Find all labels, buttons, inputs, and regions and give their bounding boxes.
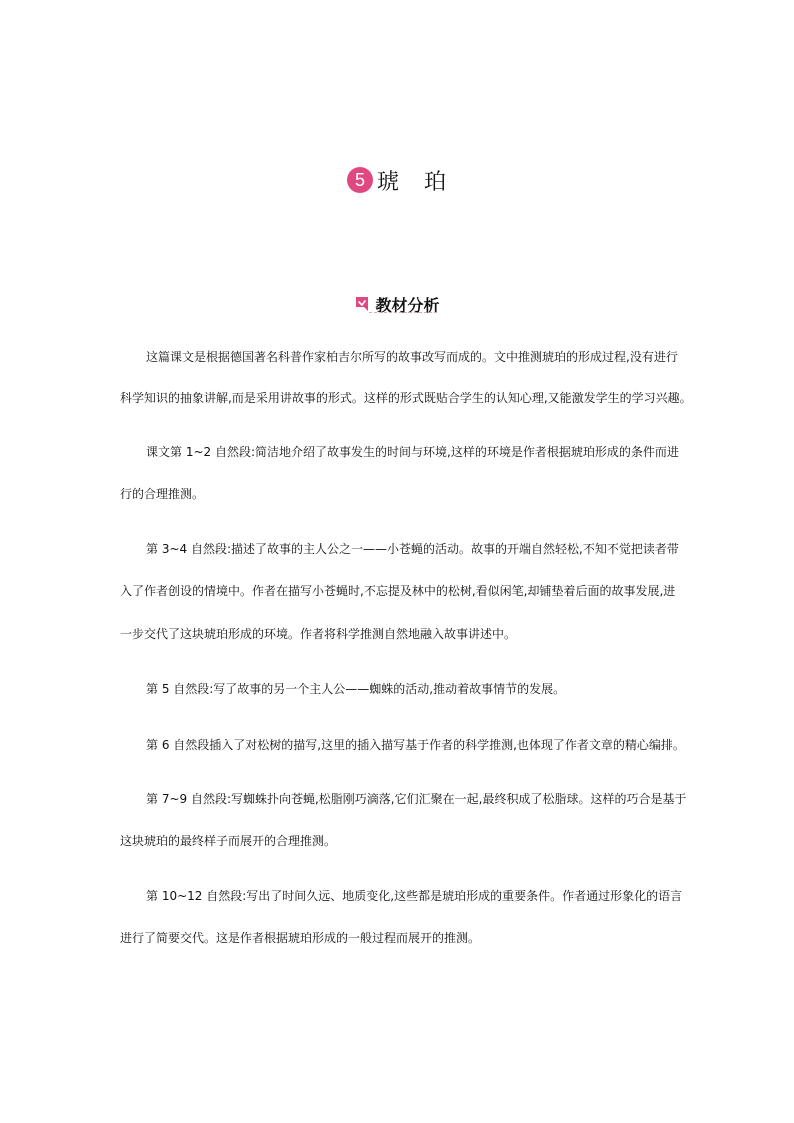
paragraph-1-line-2: 科学知识的抽象讲解,而是采用讲故事的形式。这样的形式既贴合学生的认知心理,又能激发学生的学习兴趣。 <box>120 391 692 405</box>
lesson-title <box>0 164 794 196</box>
paragraph-3-line-1: 第 3~4 自然段:描述了故事的主人公之一——小苍蝇的活动。故事的开端自然轻松,不知不觉把读者带 <box>146 542 679 556</box>
paragraph-6-line-1: 第 7~9 自然段:写蜘蛛扑向苍蝇,松脂刚巧滴落,它们汇聚在一起,最终积成了松脂球。这样的巧合是基于 <box>146 792 687 806</box>
paragraph-4-line-1: 第 5 自然段:写了故事的另一个主人公——蜘蛛的活动,推动着故事情节的发展。 <box>146 682 566 696</box>
lesson-title-part1: 琥 <box>376 169 400 195</box>
paragraph-3-line-3: 一步交代了这块琥珀形成的环境。作者将科学推测自然地融入故事讲述中。 <box>120 627 517 641</box>
section-title: 教材分析 <box>375 295 440 315</box>
paragraph-7-line-2: 进行了简要交代。这是作者根据琥珀形成的一般过程而展开的推测。 <box>120 931 481 945</box>
bookmark-arrow-icon <box>354 296 370 312</box>
paragraph-1-line-1: 这篇课文是根据德国著名科普作家柏吉尔所写的故事改写而成的。文中推测琥珀的形成过程,没有进行 <box>146 350 678 364</box>
paragraph-3-line-2: 入了作者创设的情境中。作者在描写小苍蝇时,不忘提及林中的松树,看似闲笔,却铺垫着后面的故事发展,进 <box>120 584 676 598</box>
lesson-number-badge: 5 <box>347 167 373 193</box>
paragraph-7-line-1: 第 10~12 自然段:写出了时间久远、地质变化,这些都是琥珀形成的重要条件。作者通过形象化的语言 <box>146 889 683 903</box>
lesson-title-part2: 珀 <box>424 169 448 195</box>
paragraph-2-line-2: 行的合理推测。 <box>120 487 205 501</box>
lesson-title-text <box>377 165 447 196</box>
section-underline <box>369 312 437 313</box>
paragraph-6-line-2: 这块琥珀的最终样子而展开的合理推测。 <box>120 834 337 848</box>
paragraph-2-line-1: 课文第 1~2 自然段:简洁地介绍了故事发生的时间与环境,这样的环境是作者根据琥珀形成的条件而进 <box>146 445 679 459</box>
paragraph-5-line-1: 第 6 自然段插入了对松树的描写,这里的插入描写基于作者的科学推测,也体现了作者文章的精心编排。 <box>146 738 685 752</box>
